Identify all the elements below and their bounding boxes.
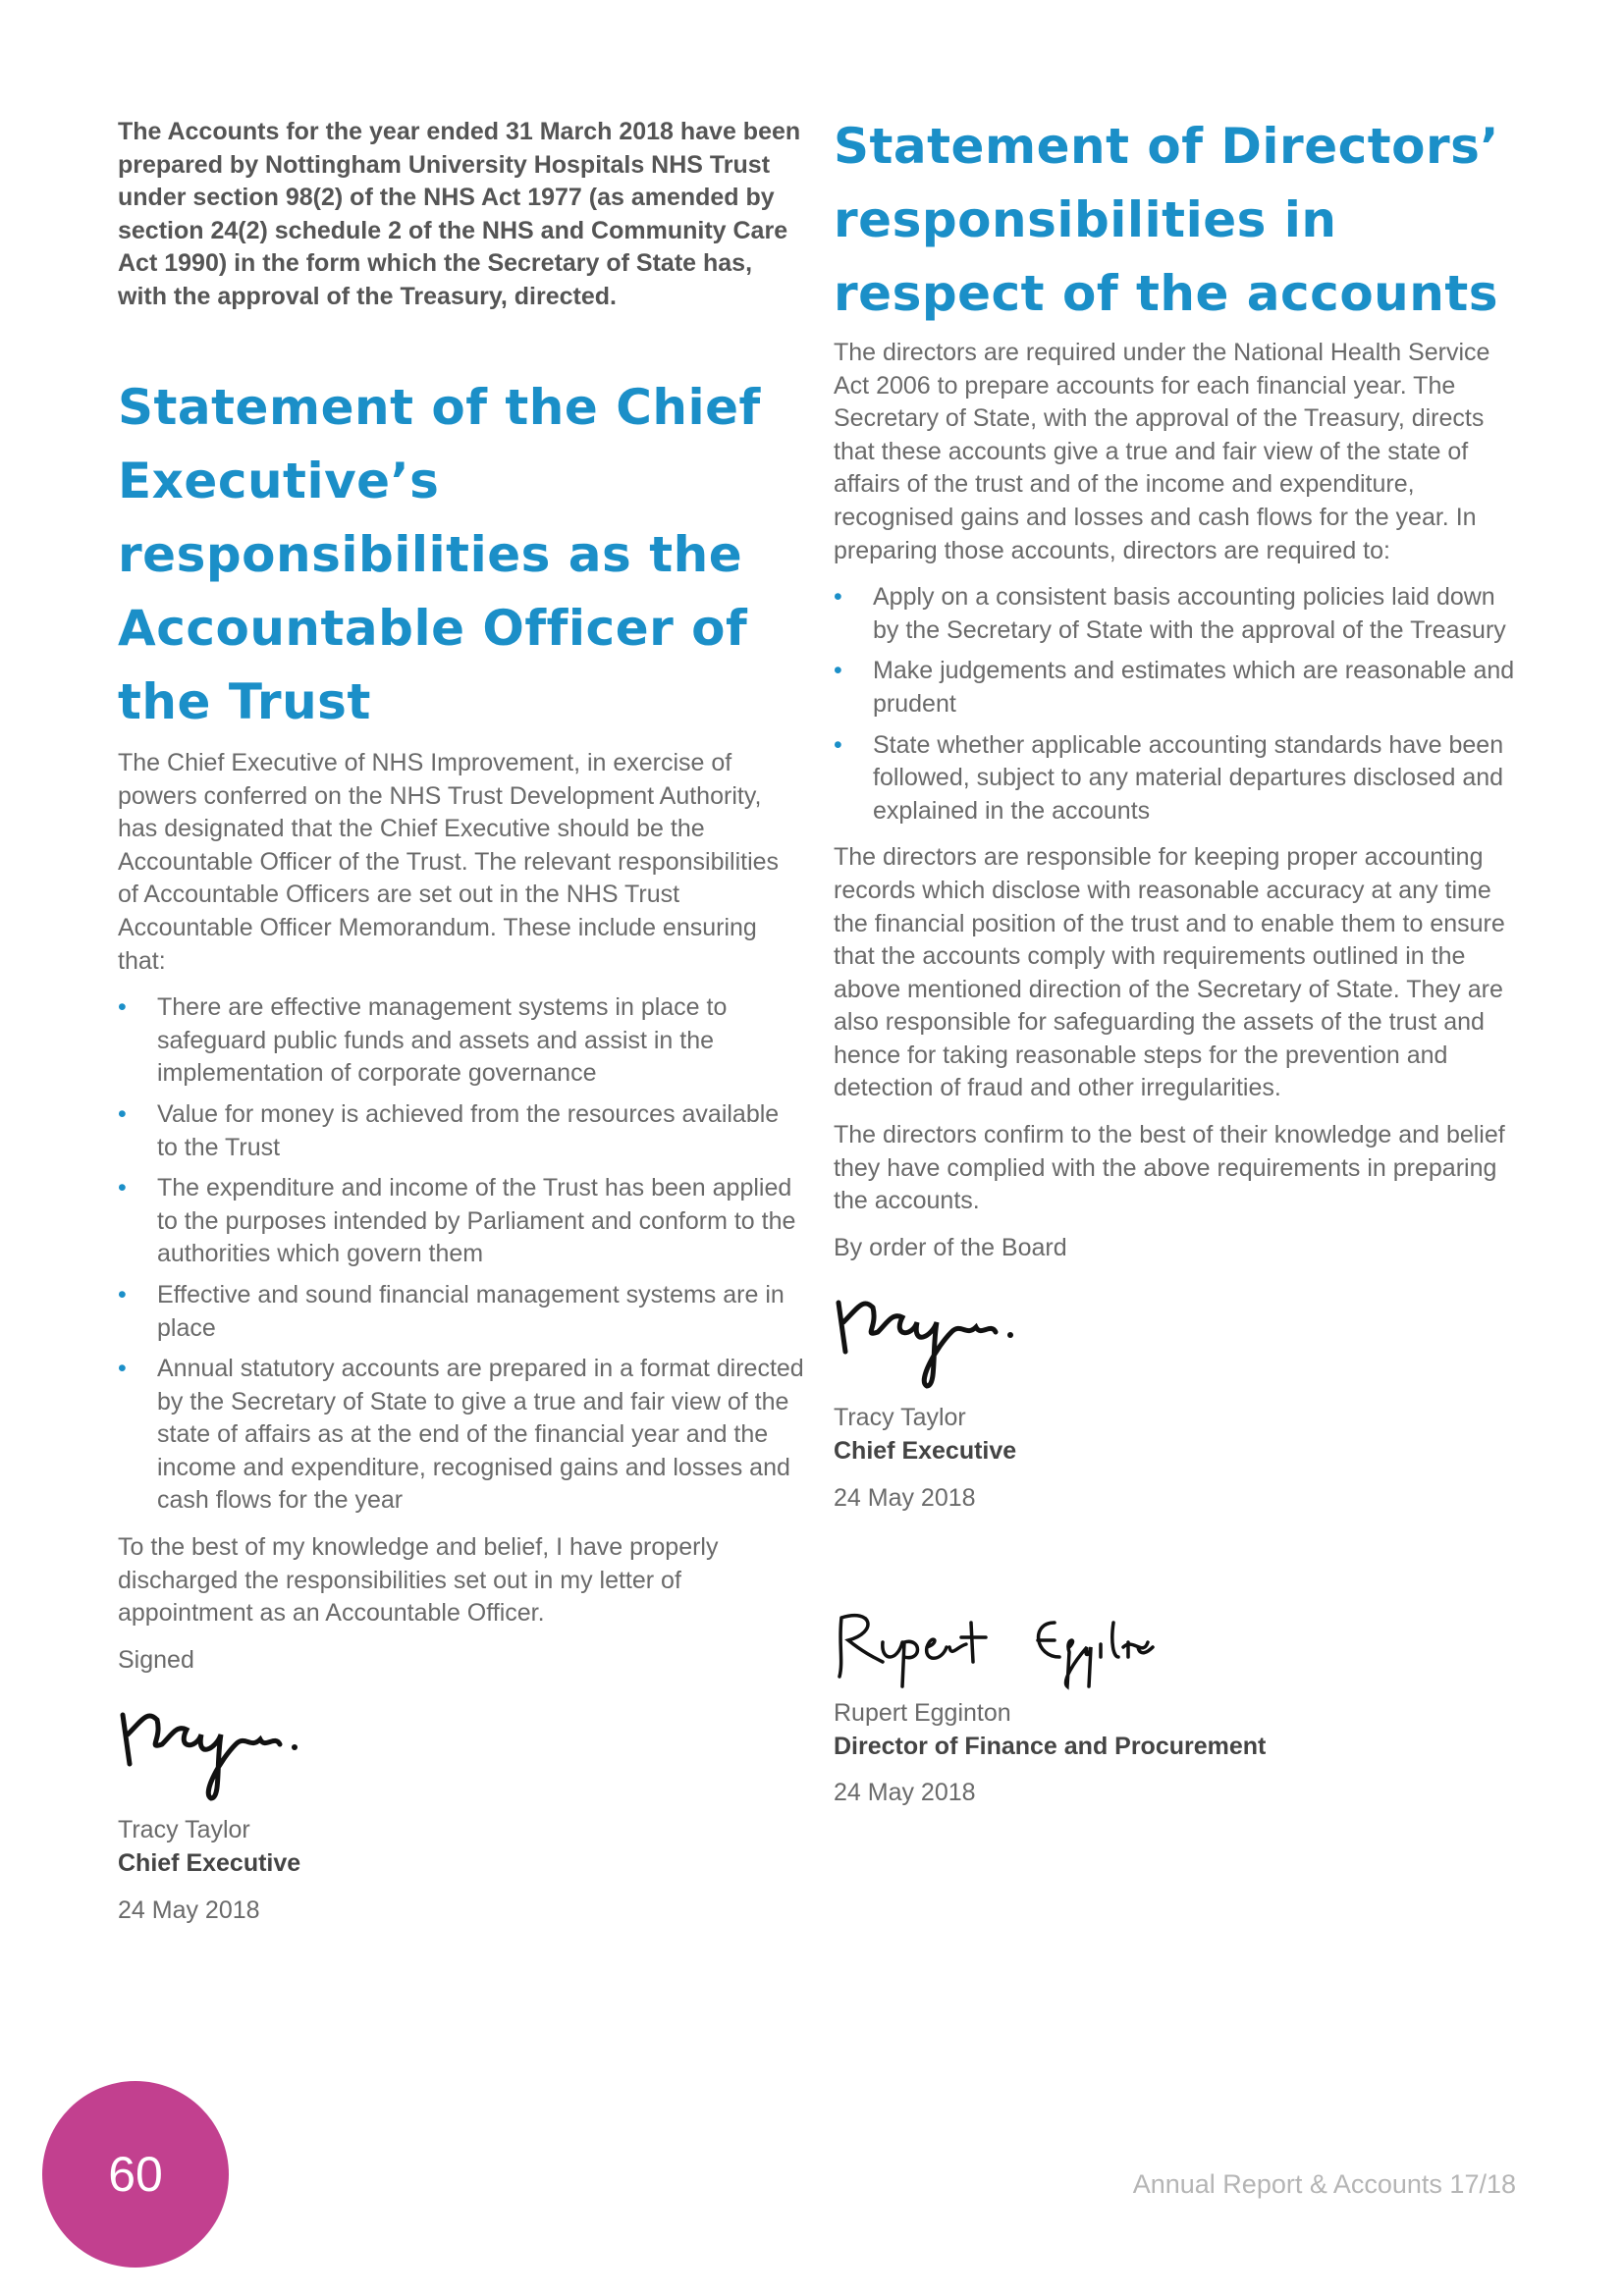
signature-tracy-taylor [118, 1690, 353, 1808]
signatory-role: Chief Executive [834, 1437, 1017, 1466]
list-item: • There are effective management systems in place to safeguard public funds and assets and assist in the implementation of corporate governance [118, 991, 805, 1091]
directors-heading: Statement of Directors’ responsibilities in respect of the accounts [834, 118, 1499, 322]
left-column [118, 371, 805, 1927]
left-bullet-list [118, 991, 805, 1518]
right-para-1: The directors are required under the National Health Service Act 2006 to prepare accounts for each financial year. The Secretary of State, with the approval of the Treasury, directs that these accounts give a true and fair view of the state of affairs of the trust and of the income and expenditure, recognised gains and losses and cash flows for the year. In preparing those accounts, directors are required to: [834, 339, 1490, 564]
chief-executive-heading: Statement of the Chief Executive’s responsibilities as the Accountable Officer of the Trust [118, 379, 761, 730]
signatory-date: 24 May 2018 [118, 1896, 260, 1924]
list-item: • Apply on a consistent basis accounting policies laid down by the Secretary of State with the approval of the Treasury [834, 581, 1526, 647]
signature-tracy-taylor [834, 1278, 1069, 1396]
by-order-label: By order of the Board [834, 1233, 1067, 1261]
signed-label: Signed [118, 1645, 194, 1674]
signatory-name: Tracy Taylor [118, 1816, 250, 1844]
right-para-3: The directors confirm to the best of their knowledge and belief they have complied with the above requirements in preparing the accounts. [834, 1121, 1505, 1215]
left-para-2: To the best of my knowledge and belief, I have properly discharged the responsibilities set out in my letter of appointment as an Accountable Officer. [118, 1533, 719, 1628]
page-number-badge: 60 [42, 2081, 229, 2268]
footer-title: Annual Report & Accounts 17/18 [1132, 2169, 1516, 2199]
list-item: • Value for money is achieved from the resources available to the Trust [118, 1098, 805, 1164]
right-column [834, 110, 1526, 1810]
list-item: • Effective and sound financial management systems are in place [118, 1279, 805, 1345]
signatory-date: 24 May 2018 [834, 1483, 976, 1512]
list-item: • Annual statutory accounts are prepared in a format directed by the Secretary of State to give a true and fair view of the state of affairs as at the end of the financial year and the income and expenditure, recognised gains and losses and cash flows for the year [118, 1353, 805, 1518]
signatory-name: Rupert Egginton [834, 1699, 1011, 1728]
signature-rupert-egginton [834, 1603, 1226, 1691]
list-item: • Make judgements and estimates which are reasonable and prudent [834, 655, 1526, 721]
signatory-date: 24 May 2018 [834, 1779, 976, 1807]
signatory-role: Chief Executive [118, 1849, 301, 1878]
list-item: • The expenditure and income of the Trust has been applied to the purposes intended by Parliament and conform to the authorities which govern them [118, 1172, 805, 1271]
left-para-1: The Chief Executive of NHS Improvement, in exercise of powers conferred on the NHS Trust Development Authority, has designated that the Chief Executive should be the Accountable Officer of the Trust. The relevant responsibilities of Accountable Officers are set out in the NHS Trust Accountable Officer Memorandum. These include ensuring that: [118, 749, 780, 975]
signatory-name: Tracy Taylor [834, 1404, 966, 1432]
signatory-role: Director of Finance and Procurement [834, 1732, 1267, 1760]
right-para-2: The directors are responsible for keeping proper accounting records which disclose with reasonable accuracy at any time the financial position of the trust and to enable them to ensure that the accounts comply with requirements outlined in the above mentioned direction of the Secretary of State. They are also responsible for safeguarding the assets of the trust and hence for taking reasonable steps for the prevention and detection of fraud and other irregularities. [834, 843, 1505, 1102]
right-bullet-list [834, 581, 1526, 828]
intro-paragraph: The Accounts for the year ended 31 March 2018 have been prepared by Nottingham University Hospitals NHS Trust under section 98(2) of the NHS Act 1977 (as amended by section 24(2) schedule 2 of the NHS and Community Care Act 1990) in the form which the Secretary of State has, with the approval of the Treasury, directed. [118, 118, 801, 310]
list-item: • State whether applicable accounting standards have been followed, subject to any material departures disclosed and explained in the accounts [834, 729, 1526, 828]
